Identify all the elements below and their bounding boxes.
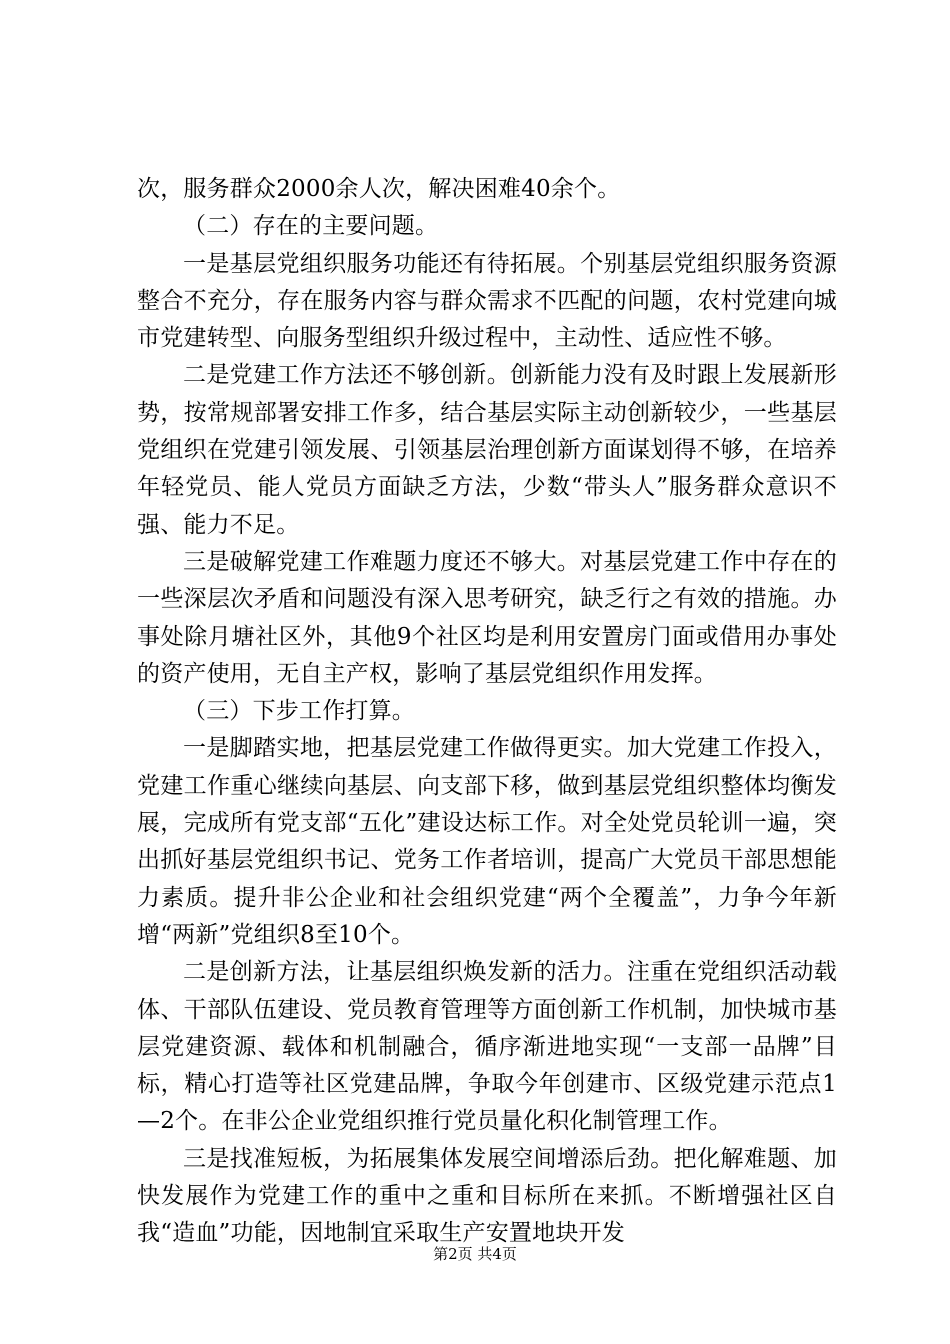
paragraph-problem-2: 二是党建工作方法还不够创新。创新能力没有及时跟上发展新形势，按常规部署安排工作多，结合基层实际主动创新较少，一些基层党组织在党建引领发展、引领基层治理创新方面谋划得不够，在培养年轻党员、能人党员方面缺乏方法，少数“带头人”服务群众意识不强、能力不足。 <box>137 362 837 538</box>
section-heading-next-steps: （三）下步工作打算。 <box>183 698 415 725</box>
paragraph-plan-3: 三是找准短板，为拓展集体发展空间增添后劲。把化解难题、加快发展作为党建工作的重中之重和目标所在来抓。不断增强社区自我“造血”功能，因地制宜采取生产安置地块开发 <box>137 1145 837 1247</box>
paragraph-plan-1: 一是脚踏实地，把基层党建工作做得更实。加大党建工作投入，党建工作重心继续向基层、向支部下移，做到基层党组织整体均衡发展，完成所有党支部“五化”建设达标工作。对全处党员轮训一遍，突出抓好基层党组织书记、党务工作者培训，提高广大党员干部思想能力素质。提升非公企业和社会组织党建“两个全覆盖”，力争今年新增“两新”党组织8至10个。 <box>137 735 837 948</box>
paragraph-problem-3: 三是破解党建工作难题力度还不够大。对基层党建工作中存在的一些深层次矛盾和问题没有深入思考研究，缺乏行之有效的措施。办事处除月塘社区外，其他9个社区均是利用安置房门面或借用办事处的资产使用，无自主产权，影响了基层党组织作用发挥。 <box>137 548 837 687</box>
paragraph-1: 次，服务群众2000余人次，解决困难40余个。 <box>137 176 621 202</box>
section-heading-problems: （二）存在的主要问题。 <box>183 213 439 240</box>
page-number-footer: 第2页 共4页 <box>433 1245 517 1263</box>
paragraph-problem-1: 一是基层党组织服务功能还有待拓展。个别基层党组织服务资源整合不充分，存在服务内容与群众需求不匹配的问题，农村党建向城市党建转型、向服务型组织升级过程中，主动性、适应性不够。 <box>137 250 837 352</box>
paragraph-plan-2: 二是创新方法，让基层组织焕发新的活力。注重在党组织活动载体、干部队伍建设、党员教育管理等方面创新工作机制，加快城市基层党建资源、载体和机制融合，循序渐进地实现“一支部一品牌”目标，精心打造等社区党建品牌，争取今年创建市、区级党建示范点1—2个。在非公企业党组织推行党员量化积化制管理工作。 <box>137 959 837 1135</box>
document-body <box>137 171 837 1253</box>
